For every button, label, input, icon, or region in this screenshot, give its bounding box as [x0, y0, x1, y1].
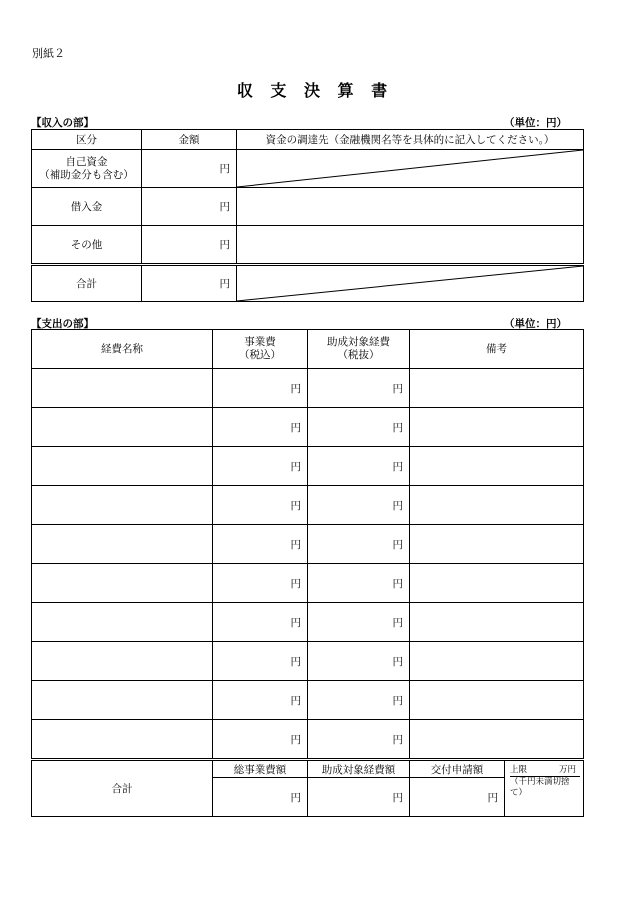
total-project-cost-header: 総事業費額 [213, 760, 308, 778]
loan-label: 借入金 [32, 188, 142, 226]
income-row-label [32, 150, 142, 188]
expense-row [32, 564, 584, 603]
remarks-field[interactable] [410, 525, 584, 564]
own-funds-amount-field[interactable]: 円 [142, 150, 237, 188]
total-project-cost-field[interactable]: 円 [213, 778, 308, 817]
grant-request-field[interactable]: 円 [410, 778, 505, 817]
project-cost-field[interactable]: 円 [213, 642, 308, 681]
project-cost-field[interactable]: 円 [213, 603, 308, 642]
project-cost-field[interactable]: 円 [213, 486, 308, 525]
remarks-field[interactable] [410, 720, 584, 760]
income-section-header [31, 115, 583, 130]
project-cost-field[interactable]: 円 [213, 681, 308, 720]
income-row-own-funds [32, 150, 584, 188]
own-funds-source-cell-diagonal [237, 150, 584, 188]
expense-header-project-cost [213, 330, 308, 369]
eligible-cost-label: 助成対象経費 [327, 336, 390, 348]
income-row-loan [32, 188, 584, 226]
expense-name-field[interactable] [32, 681, 213, 720]
expense-row [32, 720, 584, 760]
project-cost-field[interactable]: 円 [213, 525, 308, 564]
expense-row [32, 603, 584, 642]
expense-name-field[interactable] [32, 720, 213, 760]
income-row-other [32, 226, 584, 265]
expense-name-field[interactable] [32, 447, 213, 486]
eligible-cost-field[interactable]: 円 [308, 408, 410, 447]
expense-table [31, 329, 584, 817]
income-header-category: 区分 [32, 130, 142, 150]
project-cost-field[interactable]: 円 [213, 369, 308, 408]
income-table [31, 129, 584, 302]
project-cost-field[interactable]: 円 [213, 564, 308, 603]
diagonal-line [237, 266, 583, 301]
eligible-cost-field[interactable]: 円 [308, 525, 410, 564]
grant-limit-unit: 万円 [558, 765, 576, 775]
income-total-source-cell-diagonal [237, 265, 584, 302]
expense-row [32, 408, 584, 447]
total-eligible-cost-field[interactable]: 円 [308, 778, 410, 817]
expense-summary-header-row [32, 760, 584, 778]
eligible-cost-field[interactable]: 円 [308, 642, 410, 681]
grant-limit-line [510, 765, 580, 777]
page-title: 収 支 決 算 書 [236, 81, 394, 100]
total-eligible-cost-header: 助成対象経費額 [308, 760, 410, 778]
expense-row [32, 681, 584, 720]
project-cost-field[interactable]: 円 [213, 408, 308, 447]
income-header-source: 資金の調達先（金融機関名等を具体的に記入してください。） [237, 130, 584, 150]
expense-row [32, 369, 584, 408]
eligible-cost-field[interactable]: 円 [308, 681, 410, 720]
expense-name-field[interactable] [32, 603, 213, 642]
eligible-cost-field[interactable]: 円 [308, 564, 410, 603]
income-header-amount: 金額 [142, 130, 237, 150]
expense-header-eligible-cost [308, 330, 410, 369]
expense-row [32, 525, 584, 564]
expense-name-field[interactable] [32, 642, 213, 681]
project-cost-tax-note: （税込） [239, 349, 281, 361]
expense-row [32, 486, 584, 525]
remarks-field[interactable] [410, 369, 584, 408]
expense-row [32, 642, 584, 681]
own-funds-note: （補助金分も含む） [39, 168, 134, 181]
document-label: 別紙２ [32, 47, 65, 60]
loan-amount-field[interactable]: 円 [142, 188, 237, 226]
grant-request-header: 交付申請額 [410, 760, 505, 778]
expense-name-field[interactable] [32, 408, 213, 447]
diagonal-line [237, 150, 583, 187]
own-funds-label: 自己資金 [65, 155, 108, 168]
project-cost-field[interactable]: 円 [213, 720, 308, 760]
remarks-field[interactable] [410, 486, 584, 525]
eligible-cost-field[interactable]: 円 [308, 603, 410, 642]
remarks-field[interactable] [410, 681, 584, 720]
other-source-field[interactable] [237, 226, 584, 265]
income-total-row [32, 265, 584, 302]
remarks-field[interactable] [410, 642, 584, 681]
grant-limit-note: （千円未満切捨て） [510, 777, 570, 798]
income-section-label: 【収入の部】 [31, 117, 94, 129]
eligible-cost-tax-note: （税抜） [337, 349, 380, 361]
loan-source-field[interactable] [237, 188, 584, 226]
expense-header-name: 経費名称 [32, 330, 213, 369]
remarks-field[interactable] [410, 447, 584, 486]
remarks-field[interactable] [410, 408, 584, 447]
expense-name-field[interactable] [32, 486, 213, 525]
income-total-label: 合計 [32, 265, 142, 302]
other-amount-field[interactable]: 円 [142, 226, 237, 265]
expense-name-field[interactable] [32, 369, 213, 408]
expense-total-label: 合計 [32, 760, 213, 817]
eligible-cost-field[interactable]: 円 [308, 447, 410, 486]
income-total-amount-field[interactable]: 円 [142, 265, 237, 302]
income-header-row [32, 130, 584, 150]
expense-row [32, 447, 584, 486]
expense-header-remarks: 備考 [410, 330, 584, 369]
expense-name-field[interactable] [32, 525, 213, 564]
remarks-field[interactable] [410, 603, 584, 642]
grant-limit-cell [505, 760, 584, 817]
expense-name-field[interactable] [32, 564, 213, 603]
expense-unit-label: （単位：円） [504, 318, 567, 330]
expense-header-row [32, 330, 584, 369]
expense-section-label: 【支出の部】 [31, 318, 94, 330]
eligible-cost-field[interactable]: 円 [308, 486, 410, 525]
project-cost-label: 事業費 [244, 336, 276, 348]
other-label: その他 [32, 226, 142, 265]
eligible-cost-field[interactable]: 円 [308, 369, 410, 408]
eligible-cost-field[interactable]: 円 [308, 720, 410, 760]
grant-limit-label: 上限 [510, 765, 528, 775]
income-unit-label: （単位：円） [504, 117, 567, 129]
project-cost-field[interactable]: 円 [213, 447, 308, 486]
remarks-field[interactable] [410, 564, 584, 603]
